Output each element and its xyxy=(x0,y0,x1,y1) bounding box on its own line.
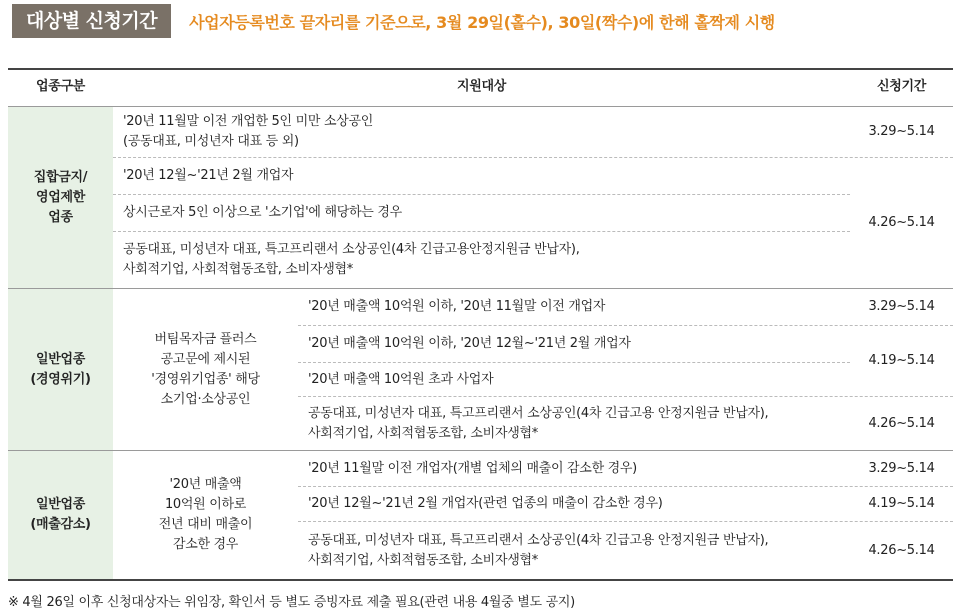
period-cell: 3.29~5.14 xyxy=(868,299,935,314)
middle-criteria-group2 xyxy=(113,289,298,450)
period-cell: 3.29~5.14 xyxy=(868,123,935,139)
target-row: '20년 매출액 10억원 이하, '20년 11월말 이전 개업자 xyxy=(308,299,606,314)
section-badge: 대상별 신청기간 xyxy=(12,4,171,38)
category-line: 업종 xyxy=(48,209,73,225)
criteria-line: 감소한 경우 xyxy=(172,537,239,552)
target-row: 상시근로자 5인 이상으로 '소기업'에 해당하는 경우 xyxy=(123,205,402,220)
criteria-line: '20년 매출액 xyxy=(169,477,242,492)
period-cell-merged: 4.19~5.14 xyxy=(868,353,935,368)
category-line: 일반업종 xyxy=(35,497,86,512)
period-cell: 4.26~5.14 xyxy=(868,415,935,431)
target-row: '20년 12월~'21년 2월 개업자 xyxy=(123,168,294,183)
target-line: 공동대표, 미성년자 대표, 특고프리랜서 소상공인(4차 긴급고용안정지원금 반납자), xyxy=(123,242,580,257)
header-period: 신청기간 xyxy=(876,79,927,94)
criteria-line: 소기업·소상공인 xyxy=(160,391,251,407)
target-row xyxy=(298,397,850,450)
category-group1 xyxy=(8,107,113,288)
target-row: '20년 매출액 10억원 초과 사업자 xyxy=(308,371,494,387)
footnote: ※ 4월 26일 이후 신청대상자는 위임장, 확인서 등 별도 증빙자료 제출 필요(관련 내용 4월중 별도 공지) xyxy=(8,595,575,610)
target-row: '20년 12월~'21년 2월 개업자(관련 업종의 매출이 감소한 경우) xyxy=(308,496,663,511)
table-bottom-border xyxy=(8,579,953,581)
period-cell: 4.26~5.14 xyxy=(868,542,935,558)
criteria-line: 공고문에 제시된 xyxy=(160,351,251,367)
criteria-line: 전년 대비 매출이 xyxy=(158,517,253,532)
target-row xyxy=(113,232,850,288)
category-line: (매출감소) xyxy=(30,517,91,532)
category-line: 집합금지/ xyxy=(33,169,88,185)
target-row xyxy=(298,522,850,579)
target-row xyxy=(113,106,850,157)
target-line: 공동대표, 미성년자 대표, 특고프리랜서 소상공인(4차 긴급고용 안정지원금 반납자), xyxy=(308,532,769,548)
header-target: 지원대상 xyxy=(456,79,507,94)
target-line: '20년 11월말 이전 개업한 5인 미만 소상공인 xyxy=(123,113,373,129)
target-line: 사회적기업, 사회적협동조합, 소비자생협* xyxy=(308,425,538,441)
period-cell: 3.29~5.14 xyxy=(868,460,935,476)
period-cell: 4.19~5.14 xyxy=(868,496,935,511)
middle-criteria-group3 xyxy=(113,451,298,579)
title-bar xyxy=(12,4,775,38)
period-cell-merged: 4.26~5.14 xyxy=(868,215,935,230)
criteria-line: '경영위기업종' 해당 xyxy=(151,371,260,387)
header-category: 업종구분 xyxy=(35,79,86,94)
application-period-table xyxy=(8,68,953,580)
target-line: 공동대표, 미성년자 대표, 특고프리랜서 소상공인(4차 긴급고용 안정지원금 반납자), xyxy=(308,405,769,421)
section-description: 사업자등록번호 끝자리를 기준으로, 3월 29일(홀수), 30일(짝수)에 한해 홀짝제 시행 xyxy=(189,12,775,32)
target-line: 사회적기업, 사회적협동조합, 소비자생협* xyxy=(308,552,538,568)
criteria-line: 10억원 이하로 xyxy=(164,497,247,512)
category-line: 영업제한 xyxy=(35,189,86,205)
category-group2 xyxy=(8,289,113,450)
target-row: '20년 11월말 이전 개업자(개별 업체의 매출이 감소한 경우) xyxy=(308,460,637,476)
target-line: 사회적기업, 사회적협동조합, 소비자생협* xyxy=(123,262,353,277)
category-line: 일반업종 xyxy=(35,351,86,367)
category-group3 xyxy=(8,451,113,579)
category-line: (경영위기) xyxy=(30,371,91,387)
target-row: '20년 매출액 10억원 이하, '20년 12월~'21년 2월 개업자 xyxy=(308,336,631,351)
target-line: (공동대표, 미성년자 대표 등 외) xyxy=(123,133,299,149)
criteria-line: 버팀목자금 플러스 xyxy=(154,331,257,347)
